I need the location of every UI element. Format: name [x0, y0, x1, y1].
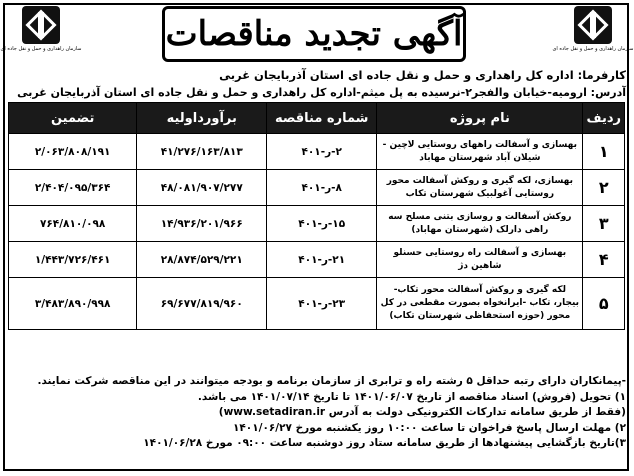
table-row: [9, 170, 625, 206]
row-number: ۴: [583, 242, 625, 278]
row-number: ۳: [583, 206, 625, 242]
project-name: روکش آسفالت و روسازی بتنی مسلح سه راهی دارلک (شهرستان مهاباد): [377, 206, 583, 242]
col-header-tender-number: شماره مناقصه: [267, 103, 377, 134]
col-header-guarantee: تضمین: [9, 103, 137, 134]
row-number: ۱: [583, 134, 625, 170]
guarantee-amount: ۷۶۴/۸۱۰/۰۹۸: [9, 206, 137, 242]
note-opening-date: ۳)تاریخ بازگشایی پیشنهادها از طریق سامانه ستاد روز دوشنبه ساعت ۰۹:۰۰ مورخ ۱۴۰۱/۰۶/۲۸: [143, 437, 626, 449]
tender-number: ۱۵-ر-۴۰۱: [267, 206, 377, 242]
initial-estimate: ۱۴/۹۳۶/۲۰۱/۹۶۶: [137, 206, 267, 242]
tender-number: ۲۱-ر-۴۰۱: [267, 242, 377, 278]
road-maintenance-logo-icon: [574, 6, 612, 44]
guarantee-amount: ۳/۴۸۳/۸۹۰/۹۹۸: [9, 278, 137, 330]
logo-caption-right: سازمان راهداری و حمل و نقل جاده ای: [552, 46, 634, 52]
table-row: [9, 134, 625, 170]
address-line: آدرس: ارومیه-خیابان والفجر۲-نرسیده به پل میثم-اداره کل راهداری و حمل و نقل جاده ای استان آذربایجان غربی: [17, 86, 626, 99]
col-header-project-name: نام پروژه: [377, 103, 583, 134]
project-name: لکه گیری و روکش آسفالت محور تکاب- بیجار، تکاب -ایرانخواه بصورت مقطعی در کل محور (حوزه استحفاظی شهرستان تکاب): [377, 278, 583, 330]
tenders-table: [8, 102, 625, 330]
row-number: ۵: [583, 278, 625, 330]
guarantee-amount: ۲/۴۰۴/۰۹۵/۳۶۴: [9, 170, 137, 206]
initial-estimate: ۴۸/۰۸۱/۹۰۷/۲۷۷: [137, 170, 267, 206]
initial-estimate: ۴۱/۲۷۶/۱۶۳/۸۱۳: [137, 134, 267, 170]
note-eligibility: -پیمانکاران دارای رتبه حداقل ۵ رشته راه و ترابری از سازمان برنامه و بودجه میتوانند در این مناقصه شرکت نمایند.: [37, 375, 626, 387]
initial-estimate: ۶۹/۶۷۷/۸۱۹/۹۶۰: [137, 278, 267, 330]
guarantee-amount: ۲/۰۶۳/۸۰۸/۱۹۱: [9, 134, 137, 170]
note-submission-deadline: ۲) مهلت ارسال پاسخ فراخوان تا ساعت ۱۰:۰۰ روز یکشنبه مورخ ۱۴۰۱/۰۶/۲۷: [232, 421, 626, 434]
initial-estimate: ۲۸/۸۷۴/۵۲۹/۲۲۱: [137, 242, 267, 278]
project-name: بهسازی و آسفالت راههای روستایی لاچین - شیلان آباد شهرستان مهاباد: [377, 134, 583, 170]
logo-caption-left: سازمان راهداری و حمل و نقل جاده ای: [0, 46, 82, 52]
tender-number: ۲۳-ر-۴۰۱: [267, 278, 377, 330]
row-number: ۲: [583, 170, 625, 206]
note-document-sale: ۱) تحویل (فروش) اسناد مناقصه از تاریخ ۱۴۰۱/۰۶/۰۷ تا تاریخ ۱۴۰۱/۰۷/۱۴ می باشد.: [197, 390, 626, 403]
table-header-row: [9, 103, 625, 134]
col-header-row-number: ردیف: [583, 103, 625, 134]
guarantee-amount: ۱/۴۴۳/۷۲۶/۴۶۱: [9, 242, 137, 278]
table-row: [9, 206, 625, 242]
col-header-initial-estimate: برآورداولیه: [137, 103, 267, 134]
tender-number: ۲-ر-۴۰۱: [267, 134, 377, 170]
organization-logo-left: [0, 6, 82, 52]
table-row: [9, 278, 625, 330]
project-name: بهسازی، لکه گیری و روکش آسفالت محور روستایی آغولبیک شهرستان تکاب: [377, 170, 583, 206]
organization-logo-right: [552, 6, 634, 52]
table-row: [9, 242, 625, 278]
road-maintenance-logo-icon: [22, 6, 60, 44]
notice-conditions: [8, 374, 626, 452]
note-setad-website: (فقط از طریق سامانه تدارکات الکترونیکی دولت به آدرس www.setadiran.ir): [218, 406, 626, 418]
notice-title: آگهی تجدید مناقصات: [162, 6, 466, 62]
project-name: بهسازی و آسفالت راه روستایی حسنلو شاهین دژ: [377, 242, 583, 278]
tender-number: ۸-ر-۴۰۱: [267, 170, 377, 206]
employer-line: کارفرما: اداره کل راهداری و حمل و نقل جاده ای استان آذربایجان غربی: [219, 68, 626, 82]
